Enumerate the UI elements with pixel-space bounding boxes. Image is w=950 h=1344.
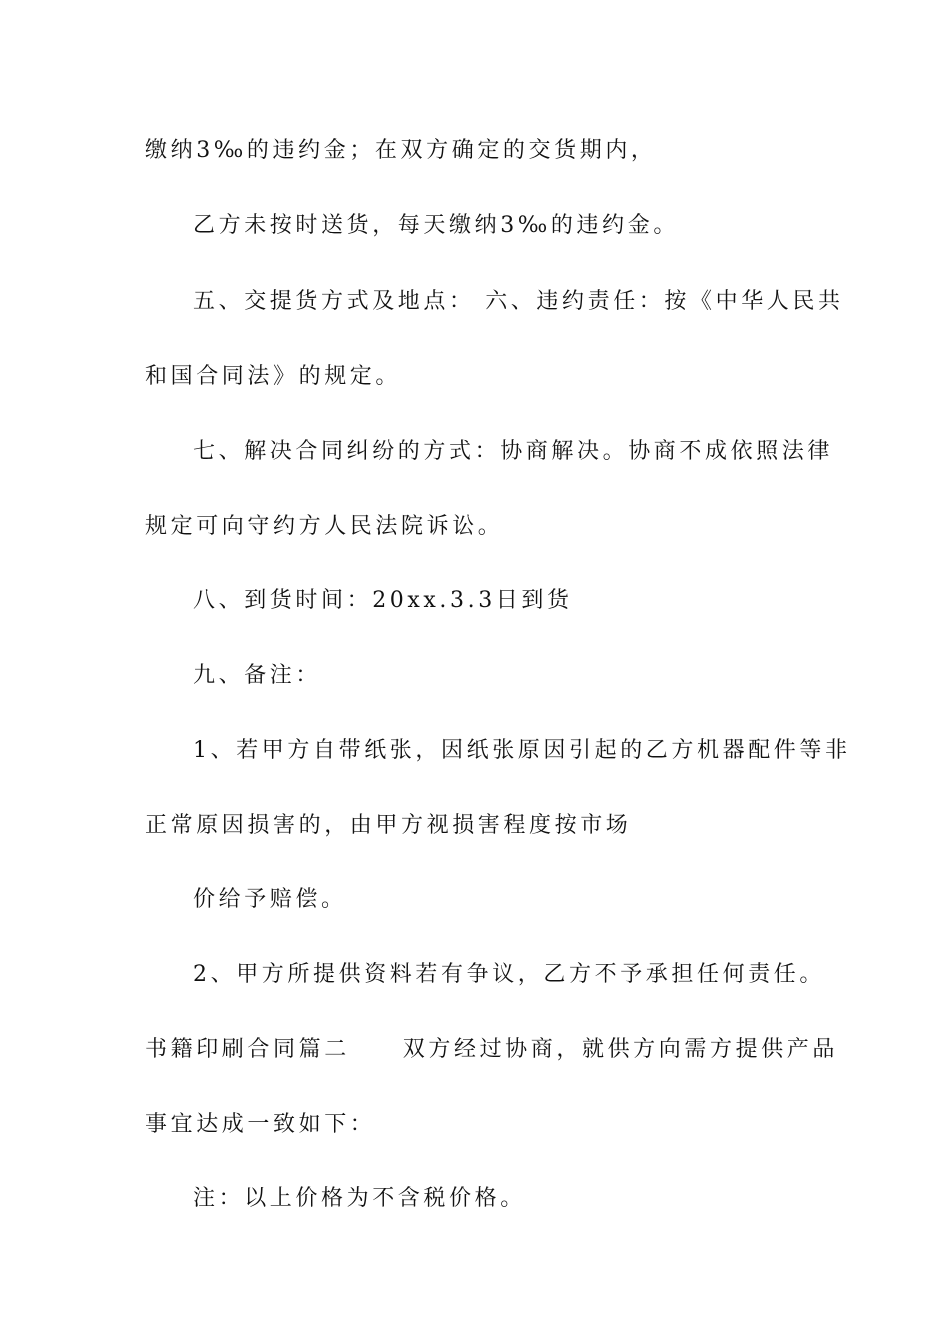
text-line: 价给予赔偿。 [193,887,347,912]
text-line: 2、甲方所提供资料若有争议，乙方不予承担任何责任。 [193,962,825,987]
text-line: 七、解决合同纠纷的方式：协商解决。协商不成依照法律 [193,439,834,464]
text-line: 书籍印刷合同篇二 双方经过协商，就供方向需方提供产品 [145,1037,838,1062]
text-line: 注：以上价格为不含税价格。 [193,1186,526,1211]
text-line: 事宜达成一致如下： [145,1112,376,1137]
text-line: 九、备注： [193,663,322,688]
text-line: 缴纳3‰的违约金；在双方确定的交货期内， [145,138,657,163]
text-line: 和国合同法》的规定。 [145,364,402,389]
text-line: 规定可向守约方人民法院诉讼。 [145,514,504,539]
text-line: 八、到货时间：20xx.3.3日到货 [193,588,573,613]
text-line: 1、若甲方自带纸张，因纸张原因引起的乙方机器配件等非 [193,738,851,763]
text-line: 五、交提货方式及地点： 六、违约责任：按《中华人民共 [193,289,844,314]
text-line: 正常原因损害的，由甲方视损害程度按市场 [145,813,632,838]
text-line: 乙方未按时送货，每天缴纳3‰的违约金。 [193,213,679,238]
